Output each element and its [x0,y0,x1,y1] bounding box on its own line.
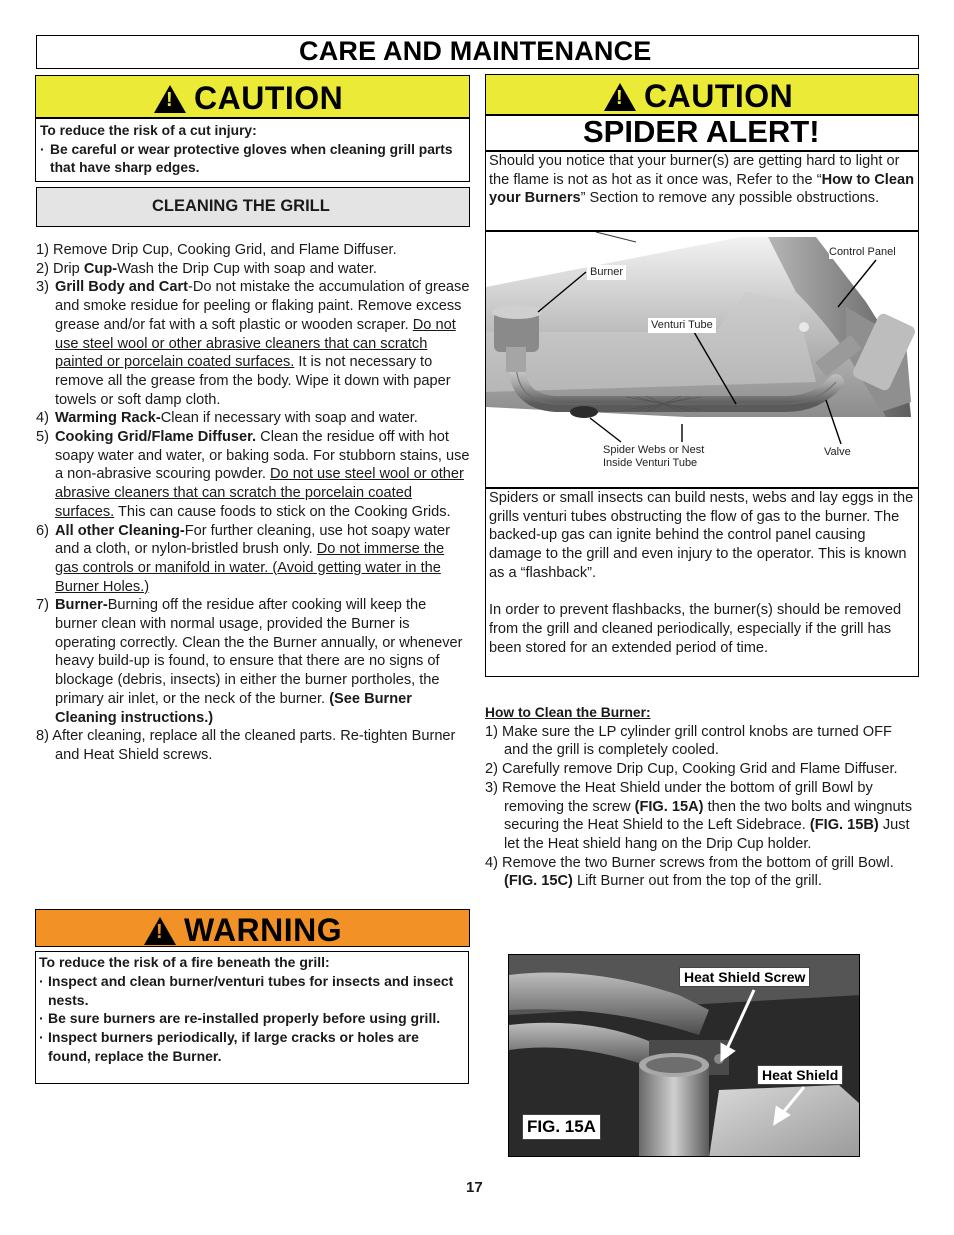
spider-explanation-box [485,488,919,677]
warning-triangle-icon [154,85,186,113]
cleaning-item-6: 6) All other Cleaning-For further cleaning, use hot soapy water and a cloth, or nylon-bristled brush only. Do not immerse the gas controls or manifold in water. (Avoid getting water in the Burner Holes.) [36,522,450,595]
spider-title-box [485,115,919,151]
spider-intro-text: Should you notice that your burner(s) are getting hard to light or the flame is not as hot as it once was, Refer to the “ [489,153,900,188]
warning-label: WARNING [184,912,343,948]
warning-bullet-2: · Be sure burners are re-installed properly before using grill. [39,1010,441,1027]
valve-label: Valve [824,446,851,458]
warning-bullet-3: · Inspect burners periodically, if large cracks or holes are found, replace the Burner. [39,1029,419,1064]
caution-banner-right [485,74,919,115]
cleaning-list [36,241,470,765]
heat-shield-screw-label: Heat Shield Screw [679,967,810,987]
caution-cut-bullet-text: Be careful or wear protective gloves when cleaning grill parts that have sharp edges. [50,141,453,175]
cleaning-item-2: 2) Drip Cup-Wash the Drip Cup with soap and water. [36,260,377,277]
spider-explanation-p1: Spiders or small insects can build nests, webs and lay eggs in the grills venturi tubes obstructing the flow of gas to the burner. The backed-up gas can ignite behind the control panel causing damage to the grill and even injury to the operator. This is known as a “flashback”. [489,490,914,581]
cleaning-heading-box [36,187,470,227]
warning-banner [35,909,470,947]
spider-diagram [485,231,919,488]
caution-banner-left [35,75,470,118]
how-to-clean-heading: How to Clean the Burner: [485,705,651,720]
cleaning-item-1: 1) Remove Drip Cup, Cooking Grid, and Flame Diffuser. [36,242,397,258]
figure-label: FIG. 15A [522,1114,601,1140]
spider-intro-link-text: How to Clean your Burners [489,171,915,207]
page-number: 17 [466,1179,483,1196]
how-to-step-3: 3) Remove the Heat Shield under the bottom of grill Bowl by removing the screw (FIG. 15A) then the two bolts and wingnuts securing the Heat Shield to the Left Sidebrace. (FIG. 15B) Just let the Heat shield hang on the Drip Cup holder. [485,779,913,852]
control-panel-label: Control Panel [829,246,896,258]
cleaning-heading: CLEANING THE GRILL [152,197,330,215]
warning-bullet-1: · Inspect and clean burner/venturi tubes for insects and insect nests. [39,972,454,1008]
how-to-clean-section [485,704,919,891]
warning-triangle-icon [604,83,636,111]
cleaning-item-3: 3) Grill Body and Cart-Do not mistake the accumulation of grease and smoke residue for peeling or flaking paint. Remove excess grease and/or fat with a soft plastic or wooden scraper. Do not use steel wool or other abrasive cleaners that can scratch painted or porcelain coated surfaces. It is not necessary to remove all the grease from the body. Wipe it down with paper towels or soft damp cloth. [36,279,470,408]
page-title: CARE AND MAINTENANCE [299,36,652,66]
venturi-tube-label: Venturi Tube [648,318,716,333]
cleaning-item-5: 5) Cooking Grid/Flame Diffuser. Clean the residue off with hot soapy water and water, or baking soda. For stubborn stains, use a non-abrasive scouring powder. Do not use steel wool or other abrasive cleaners that can scratch the porcelain coated surfaces. This can cause foods to stick on the Cooking Grids. [36,429,470,520]
cleaning-item-4: 4) Warming Rack-Clean if necessary with soap and water. [36,410,418,427]
caution-label: CAUTION [194,80,344,116]
spider-explanation-p2: In order to prevent flashbacks, the burner(s) should be removed from the grill and cleaned periodically, especially if the grill has been stored for an extended period of time. [489,602,902,656]
warning-triangle-icon [144,917,176,945]
page-header-box [36,35,919,69]
spider-alert-title: SPIDER ALERT! [583,114,820,149]
heat-shield-label: Heat Shield [757,1065,843,1085]
burner-label: Burner [587,265,626,280]
cleaning-item-7: 7) Burner-Burning off the residue after cooking will keep the burner clean with normal usage, provided the Burner is operating correctly. Clean the the Burner annually, or whenever heavy build-up is found, to ensure that there are no signs of blockage (debris, insects) in either the burner portholes, the primary air inlet, or the neck of the burner. (See Burner Cleaning instructions.) [36,597,463,726]
how-to-step-2: 2) Carefully remove Drip Cup, Cooking Grid and Flame Diffuser. [485,761,898,778]
cleaning-item-8: 8) After cleaning, replace all the cleaned parts. Re-tighten Burner and Heat Shield screws. [36,728,456,763]
spider-webs-label: Spider Webs or Nest Inside Venturi Tube [603,444,705,469]
caution-cut-bullet: · Be careful or wear protective gloves when cleaning grill parts that have sharp edges. [40,141,453,175]
caution-cut-intro: To reduce the risk of a cut injury: [40,123,257,138]
figure-15a [508,954,860,1157]
warning-box [35,951,469,1084]
warning-intro: To reduce the risk of a fire beneath the grill: [39,954,330,970]
caution-cut-box [35,118,470,182]
spider-intro-box: Should you notice that your burner(s) are getting hard to light or the flame is not as hot as it once was, Refer to the “How to Clean your Burners” Section to remove any possible obstructions. [485,151,919,231]
how-to-step-1: 1) Make sure the LP cylinder grill control knobs are turned OFF and the grill is completely cooled. [485,723,892,759]
how-to-step-4: 4) Remove the two Burner screws from the bottom of grill Bowl. (FIG. 15C) Lift Burner out from the top of the grill. [485,854,894,890]
caution-label: CAUTION [644,78,794,114]
